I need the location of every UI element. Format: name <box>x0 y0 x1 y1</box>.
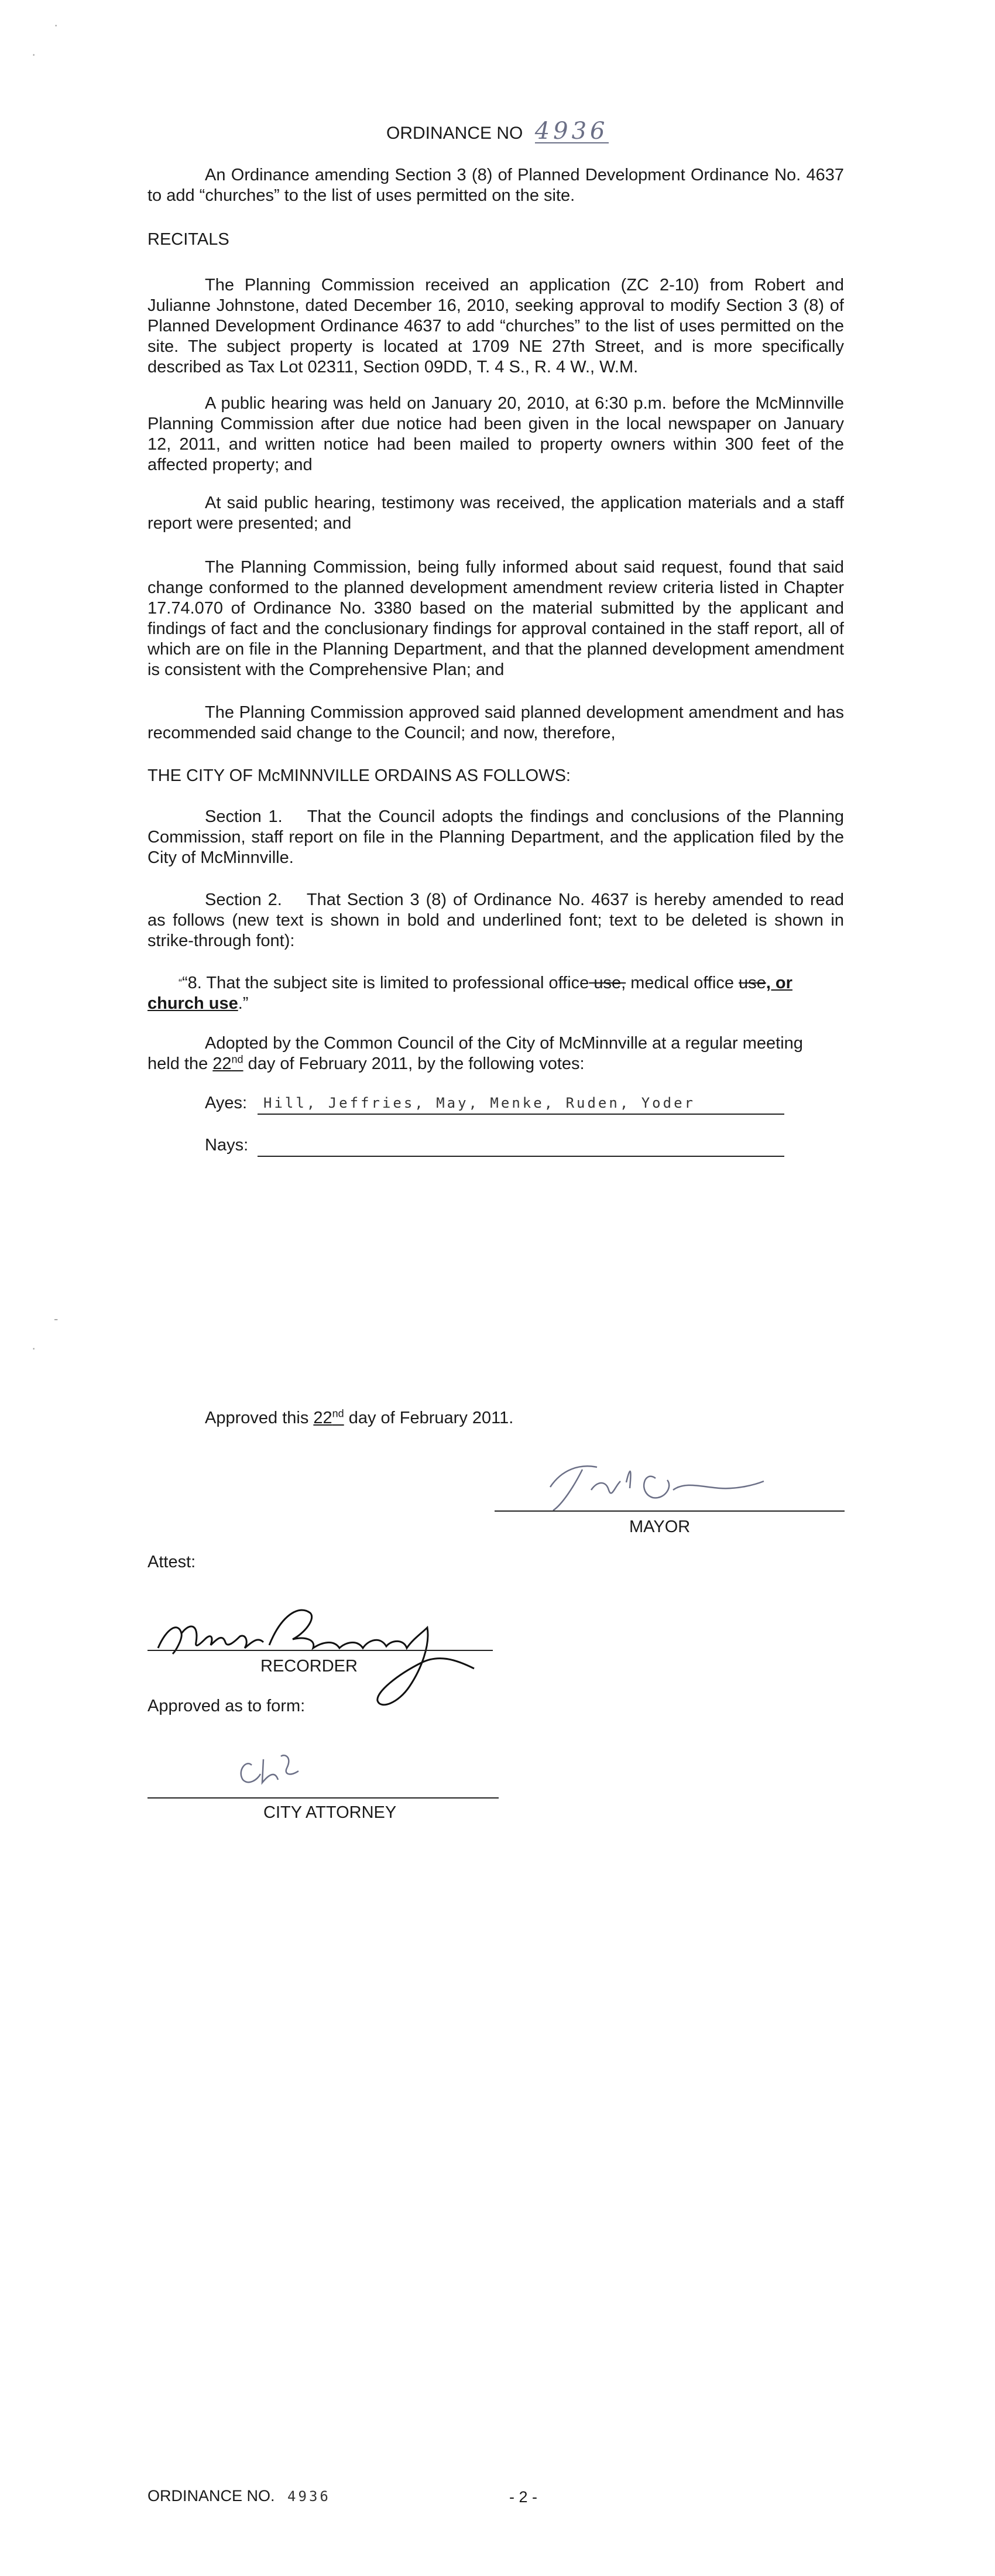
ayes-names: Hill, Jeffries, May, Menke, Ruden, Yoder <box>263 1095 695 1111</box>
amendment-lead: “8. That the subject site is limited to professional office <box>182 974 589 992</box>
ordinance-title <box>386 120 609 143</box>
approved-date <box>205 1409 513 1428</box>
city-attorney-signature <box>234 1748 351 1797</box>
amendment-middle: medical office <box>626 974 739 992</box>
footer-number: 4936 <box>287 2488 331 2505</box>
handwritten-ordinance-number: 4936 <box>534 118 609 145</box>
amendment-close: .” <box>238 994 249 1013</box>
recitals-heading: RECITALS <box>147 230 229 249</box>
approved-rest: day of February 2011. <box>344 1409 514 1427</box>
ordains-heading: THE CITY OF McMINNVILLE ORDAINS AS FOLLOWS: <box>147 766 571 785</box>
footer-label: ORDINANCE NO. <box>147 2487 275 2505</box>
mayor-signature-line <box>495 1510 845 1512</box>
recital-paragraph: The Planning Commission, being fully informed about said request, found that said change conformed to the planned development amendment review criteria listed in Chapter 17.74.070 of Ordinance No. 3380 based on the material submitted by the applicant and findings of fact and the conclusionary findings for approval contained in the staff report, all of which are on file in the Planning Department, and that the planned development amendment is consistent with the Comprehensive Plan; and <box>147 558 844 679</box>
adopted-day-number: 22 <box>212 1054 232 1073</box>
section-1-label: Section 1. <box>205 807 283 826</box>
scan-mark: · <box>32 47 36 61</box>
amendment-open-quote: “ <box>179 977 182 989</box>
approved-day-suffix: nd <box>332 1407 344 1420</box>
adopted-paragraph <box>147 1033 844 1074</box>
ayes-label: Ayes: <box>205 1094 248 1112</box>
recital-paragraph: At said public hearing, testimony was received, the application materials and a staff report were presented; and <box>147 494 844 533</box>
section-2-label: Section 2. <box>205 890 282 909</box>
approved-as-to-form-label: Approved as to form: <box>147 1697 306 1715</box>
recorder-label: RECORDER <box>260 1657 358 1676</box>
intro-paragraph: An Ordinance amending Section 3 (8) of Planned Development Ordinance No. 4637 to add “churches” to the list of uses permitted on the site. <box>147 166 844 205</box>
recital-paragraph: A public hearing was held on January 20, 2010, at 6:30 p.m. before the McMinnville Planning Commission after due notice had been given in the local newspaper on January 12, 2011, and written notice had been mailed to property owners within 300 feet of the affected property; and <box>147 394 844 474</box>
section-2-text: That Section 3 (8) of Ordinance No. 4637 is hereby amended to read as follows (new text is shown in bold and underlined font; text to be deleted is shown in strike-through font): <box>147 890 844 950</box>
amendment-struck-text: use, <box>589 974 626 992</box>
amendment-added-text: , or <box>766 974 792 992</box>
approved-prefix: Approved this <box>205 1409 314 1427</box>
city-attorney-label: CITY ATTORNEY <box>263 1803 397 1822</box>
adopted-held-prefix: held the <box>147 1054 213 1073</box>
attest-label: Attest: <box>147 1553 196 1571</box>
section-1 <box>147 807 844 868</box>
mayor-label: MAYOR <box>629 1517 691 1536</box>
amendment-struck-text: use <box>739 974 766 992</box>
recorder-signature-line <box>147 1650 493 1651</box>
approved-day <box>313 1409 344 1427</box>
amendment-text <box>147 973 846 1014</box>
scan-mark: · <box>54 18 59 32</box>
ayes-line <box>258 1095 784 1115</box>
adopted-day <box>212 1054 243 1073</box>
adopted-day-suffix: nd <box>231 1053 243 1066</box>
recital-paragraph: The Planning Commission approved said planned development amendment and has recommended said change to the Council; and now, therefore, <box>147 703 844 742</box>
nays-line <box>258 1137 784 1157</box>
recital-paragraph: The Planning Commission received an application (ZC 2-10) from Robert and Julianne Johnstone, dated December 16, 2010, seeking approval to modify Section 3 (8) of Planned Development Ordinance 4637 to add “churches” to the list of uses permitted on the site. The subject property is located at 1709 NE 27th Street, and is more specifically described as Tax Lot 02311, Section 09DD, T. 4 S., R. 4 W., W.M. <box>147 276 844 376</box>
adopted-line-1: Adopted by the Common Council of the City of McMinnville at a regular meeting <box>205 1034 803 1053</box>
city-attorney-signature-line <box>147 1797 499 1799</box>
approved-day-number: 22 <box>313 1409 332 1427</box>
ordinance-title-label: ORDINANCE NO <box>386 124 523 143</box>
section-1-text: That the Council adopts the findings and conclusions of the Planning Commission, staff report on file in the Planning Department, and the application filed by the City of McMinnville. <box>147 807 844 867</box>
section-2 <box>147 890 844 951</box>
nays-label: Nays: <box>205 1136 249 1155</box>
adopted-held-rest: day of February 2011, by the following votes: <box>243 1054 585 1073</box>
footer-ordinance <box>147 2487 331 2505</box>
scan-mark: · <box>32 1341 36 1355</box>
scan-mark: - <box>54 1311 59 1326</box>
page-number: - 2 - <box>509 2488 538 2506</box>
amendment-added-text: church use <box>147 994 238 1013</box>
